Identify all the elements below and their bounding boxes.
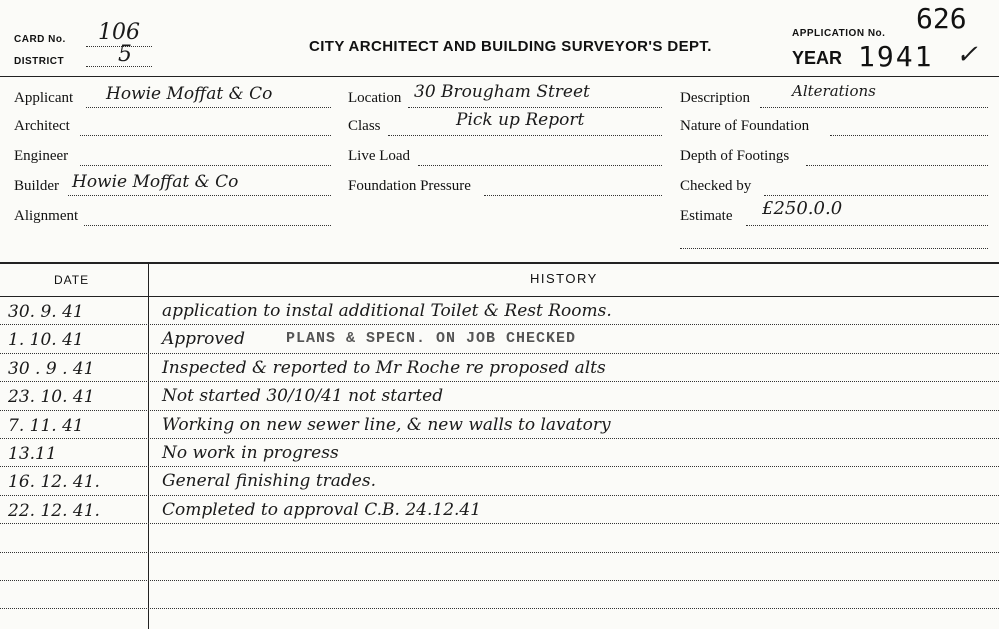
- row-date: 30. 9. 41: [8, 302, 84, 322]
- builder-label: Builder: [14, 178, 59, 194]
- location-value: 30 Brougham Street: [414, 82, 590, 102]
- application-no-label: APPLICATION No.: [792, 28, 886, 39]
- district-value: 5: [118, 42, 132, 67]
- description-label: Description: [680, 90, 750, 106]
- approval-stamp: PLANS & SPECN. ON JOB CHECKED: [286, 330, 577, 348]
- row-history: Not started 30/10/41 not started: [162, 386, 444, 407]
- row-history: General finishing trades.: [162, 471, 376, 492]
- district-label: DISTRICT: [14, 56, 65, 67]
- location-label: Location: [348, 90, 402, 106]
- description-value: Alterations: [792, 82, 876, 100]
- row-history: No work in progress: [162, 443, 339, 463]
- depth-of-footings-label: Depth of Footings: [680, 148, 790, 164]
- estimate-value: £250.0.0: [762, 198, 843, 219]
- row-history: Completed to approval C.B. 24.12.41: [162, 499, 482, 520]
- department-title: CITY ARCHITECT AND BUILDING SURVEYOR'S DEPT.: [309, 38, 712, 55]
- row-history: Inspected & reported to Mr Roche re proposed alts: [162, 357, 606, 378]
- estimate-label: Estimate: [680, 208, 733, 224]
- row-date: 16. 12. 41.: [8, 472, 100, 493]
- history-column-header: HISTORY: [530, 271, 598, 286]
- architect-label: Architect: [14, 118, 70, 134]
- applicant-value: Howie Moffat & Co: [106, 84, 273, 104]
- row-date: 13.11: [8, 444, 57, 464]
- nature-of-foundation-label: Nature of Foundation: [680, 118, 810, 134]
- live-load-label: Live Load: [348, 148, 411, 164]
- date-column-header: DATE: [54, 273, 90, 287]
- engineer-label: Engineer: [14, 148, 69, 164]
- row-date: 7. 11. 41: [8, 415, 84, 436]
- row-history: Approved: [162, 329, 245, 350]
- builder-value: Howie Moffat & Co: [72, 172, 239, 192]
- row-history: Working on new sewer line, & new walls to lavatory: [162, 414, 611, 435]
- year-value: 1941: [858, 40, 934, 73]
- checked-by-label: Checked by: [680, 178, 752, 194]
- row-date: 22. 12. 41.: [8, 500, 100, 521]
- card-no-value: 106: [98, 20, 140, 45]
- alignment-label: Alignment: [14, 208, 79, 224]
- application-no-value: 626: [916, 2, 967, 35]
- applicant-label: Applicant: [14, 90, 74, 106]
- class-label: Class: [348, 118, 381, 134]
- foundation-pressure-label: Foundation Pressure: [348, 178, 471, 194]
- row-date: 30 . 9 . 41: [8, 358, 95, 379]
- check-mark-icon: ✓: [956, 40, 978, 70]
- class-value: Pick up Report: [456, 110, 585, 130]
- card-no-label: CARD No.: [14, 34, 66, 45]
- year-label: YEAR: [792, 48, 843, 68]
- row-history: application to instal additional Toilet & Rest Rooms.: [162, 301, 612, 321]
- row-date: 1. 10. 41: [8, 330, 84, 351]
- row-date: 23. 10. 41: [8, 387, 95, 408]
